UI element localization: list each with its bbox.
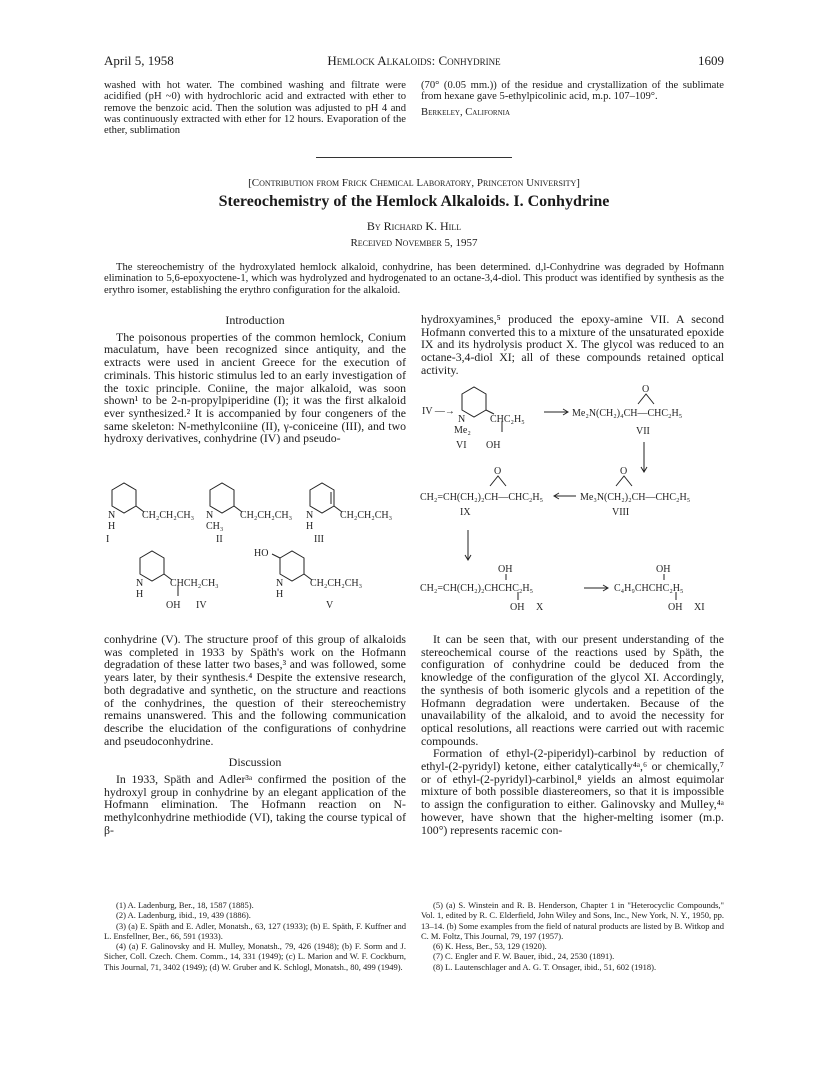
- footnote: (5) (a) S. Winstein and R. B. Henderson, Chapter 1 in "Heterocyclic Compounds," Vol. 1, edited by R. C. Elderfield, John Wiley and Sons, Inc., New York, N. Y., 1950, pp. 13–14. (b) Some examples from the field of natural products are listed by B. Witkop and C. M. Foltz, This Journal, 79, 197 (1957).: [421, 900, 724, 941]
- header-page-number: 1609: [698, 53, 724, 68]
- struct-iv-n: N: [136, 578, 144, 589]
- footnote: (3) (a) E. Späth and E. Adler, Monatsh., 63, 127 (1933); (b) E. Späth, F. Kuffner and L. Ensfellner, Ber., 66, 591 (1933).: [104, 920, 406, 941]
- structures-i-to-v: [100, 478, 410, 628]
- struct-iii-chain: CH₂CH₂CH₃: [340, 510, 393, 521]
- struct-vi-me2: Me₂: [454, 425, 471, 436]
- right-paragraph-1: hydroxyamines,⁵ produced the epoxy-amine VII. A second Hofmann converted this to a mixture of the unsaturated epoxide IX and its hydrolysis product X. The glycol was reduced to an octane-3,4-diol XI; all of these compounds retained optical activity.: [421, 312, 724, 377]
- article-title: Stereochemistry of the Hemlock Alkaloids. I. Conhydrine: [218, 193, 610, 210]
- label-v: V: [326, 600, 334, 611]
- header-date: April 5, 1958: [104, 53, 174, 68]
- label-iii: III: [314, 534, 324, 545]
- footnote: (8) L. Lautenschlager and A. G. T. Onsager, ibid., 51, 602 (1918).: [433, 961, 657, 972]
- struct-ii-n: N: [206, 510, 214, 521]
- struct-iv-oh: OH: [166, 600, 181, 611]
- abstract: The stereochemistry of the hydroxylated hemlock alkaloid, conhydrine, has been determined. d,l-Conhydrine was degraded by Hofmann elimination to 5,6-epoxyoctene-1, which was hydrolyzed and hydrogenated to an octane-3,4-diol. This product was identified by synthesis as the erythro isomer, establishing the erythro configuration for the alkaloid.: [104, 262, 724, 296]
- right-column-lower: [421, 633, 724, 836]
- struct-i-h: H: [108, 521, 116, 532]
- author-line: By Richard K. Hill: [366, 219, 462, 233]
- label-viii: VIII: [612, 507, 630, 518]
- right-column-upper: [421, 313, 724, 377]
- label-vi: VI: [456, 440, 467, 451]
- top-right-paragraph: (70° (0.05 mm.)) of the residue and crystallization of the sublimate from hexane gave 5-ethylpicolinic acid, m.p. 107–109°.: [421, 80, 724, 103]
- struct-vi-chain: CHC₂H₅: [490, 414, 525, 425]
- struct-viii-o: O: [620, 466, 628, 477]
- label-vii: VII: [636, 426, 650, 437]
- right-paragraph-3: Formation of ethyl-(2-piperidyl)-carbinol by reduction of ethyl-(2-pyridyl) ketone, either catalytically⁴ᵃ,⁶ or chemically,⁷ or of ethyl-(2-pyridyl)-carbinol,⁸ yields an almost equimolar mixture of both possible diastereomers, so that it is impossible to assign the configuration to either. Galinovsky and Mulley,⁴ᵃ however, have shown that the higher-melting isomer (m.p. 100°) represents racemic con-: [421, 746, 724, 837]
- struct-iv-h: H: [136, 589, 144, 600]
- running-header: [104, 53, 724, 69]
- struct-v-chain: CH₂CH₂CH₃: [310, 578, 363, 589]
- struct-ii-ch3: CH₃: [206, 521, 224, 532]
- struct-x-oh-top: OH: [498, 564, 513, 575]
- contribution-line: [Contribution from Frick Chemical Laboratory, Princeton University]: [248, 177, 580, 189]
- struct-v-n: N: [276, 578, 284, 589]
- struct-i-n: N: [108, 510, 116, 521]
- label-ix: IX: [460, 507, 471, 518]
- struct-viii: Me₃N(CH₂)₂CH—CHC₂H₅: [580, 492, 691, 503]
- footnote: (2) A. Ladenburg, ibid., 19, 439 (1886).: [116, 910, 251, 921]
- discussion-heading: Discussion: [228, 755, 282, 770]
- label-x: X: [536, 602, 544, 613]
- footnote: (6) K. Hess, Ber., 53, 129 (1920).: [433, 941, 547, 952]
- struct-i-chain: CH₂CH₂CH₃: [142, 510, 195, 521]
- right-paragraph-2: It can be seen that, with our present understanding of the stereochemical course of the reactions used by Späth, the configuration of conhydrine could be deduced from the knowledge of the configuration of the glycol XI. Accordingly, the synthesis of both isomeric glycols and a repetition of the Hofmann degradation were undertaken. Because of the unavailability of the alkaloid, and to avoid the necessity for optical resolutions, all reactions were carried out with racemic compounds.: [421, 632, 724, 748]
- struct-vii-o: O: [642, 384, 650, 395]
- top-right-block: [421, 80, 724, 118]
- introduction-heading: Introduction: [225, 313, 285, 327]
- scheme-iv-arrow: IV —→: [422, 406, 455, 417]
- reaction-scheme: [418, 378, 726, 628]
- struct-iii-n: N: [306, 510, 314, 521]
- header-title: Hemlock Alkaloids: Conhydrine: [327, 53, 501, 68]
- struct-xi: C₄H₉CHCHC₂H₅: [614, 583, 684, 594]
- label-i: I: [106, 534, 110, 545]
- introduction-paragraph-1: The poisonous properties of the common hemlock, Conium maculatum, have been recognized since antiquity, and the extracts were used in ancient Greece for the execution of criminals. This historic stimulus led to an early investigation of the toxic principle. Coniine, the major alkaloid, was soon shown¹ to be 2-n-propylpiperidine (I); it was the first alkaloid ever synthesized.² It is accompanied by four congeners of the same skeleton: N-methylconiine (II), γ-coniceine (III), and two hydroxy derivatives, conhydrine (IV) and pseudo-: [104, 329, 406, 446]
- label-iv: IV: [196, 600, 207, 611]
- struct-ii-chain: CH₂CH₂CH₃: [240, 510, 293, 521]
- struct-xi-oh-top: OH: [656, 564, 671, 575]
- struct-iii-h: H: [306, 521, 314, 532]
- left-column-lower: [104, 633, 406, 837]
- struct-v-ho: HO: [254, 548, 269, 559]
- left-column-upper: [104, 310, 406, 445]
- struct-ix: CH₂=CH(CH₂)₂CH—CHC₂H₅: [420, 492, 544, 503]
- footnotes-left: [104, 900, 406, 972]
- footnote: (1) A. Ladenburg, Ber., 18, 1587 (1885).: [116, 900, 254, 910]
- struct-vi-n: N: [458, 414, 466, 425]
- received-line: Received November 5, 1957: [350, 237, 478, 249]
- struct-vii: Me₂N(CH₂)₄CH—CHC₂H₅: [572, 408, 683, 419]
- struct-vi-oh: OH: [486, 440, 501, 451]
- footnote: (4) (a) F. Galinovsky and H. Mulley, Monatsh., 79, 426 (1948); (b) F. Sorm and J. Sicher, Coll. Czech. Chem. Comm., 14, 331 (1949); (c) L. Marion and W. F. Cockburn, This Journal, 71, 3402 (1949); (d) W. Gruber and K. Schlogl, Monatsh., 80, 499 (1949).: [104, 941, 406, 972]
- top-left-paragraph: washed with hot water. The combined washing and filtrate were acidified (pH ~0) with hydrochloric acid and extracted with ether to remove the benzoic acid. Then the solution was adjusted to pH 4 and was continuously extracted with ether for 12 hours. Evaporation of the ether, sublimation: [104, 80, 406, 137]
- struct-iv-chain: CHCH₂CH₃: [170, 578, 219, 589]
- struct-xi-oh-bottom: OH: [668, 602, 683, 613]
- discussion-paragraph-1: In 1933, Späth and Adler³ᵃ confirmed the position of the hydroxyl group in conhydrine by an elegant application of the Hofmann elimination. The Hofmann reaction on N-methylconhydrine methiodide (VI), taking the course typical of β-: [104, 772, 406, 837]
- introduction-paragraph-2: conhydrine (V). The structure proof of this group of alkaloids was completed in 1933 by Späth's work on the Hofmann degradation of these latter two bases,³ and was followed, some years later, by their synthesis.⁴ Despite the extensive research, both degradative and synthetic, on the structure and reactions of the conhydrines, the question of their stereochemistry remains unanswered. This and the following communication describe the elucidation of the configurations of conhydrine and pseudoconhydrine.: [104, 632, 406, 748]
- struct-ix-o: O: [494, 466, 502, 477]
- label-ii: II: [216, 534, 223, 545]
- struct-x-oh-bottom: OH: [510, 602, 525, 613]
- separator-rule: [316, 157, 512, 158]
- struct-v-h: H: [276, 589, 284, 600]
- footnotes-right: [421, 900, 724, 972]
- struct-x: CH₂=CH(CH₂)₂CHCHC₂H₅: [420, 583, 534, 594]
- footnote: (7) C. Engler and F. W. Bauer, ibid., 24, 2530 (1891).: [433, 951, 615, 962]
- affiliation-berkeley: Berkeley, California: [421, 106, 511, 118]
- label-xi: XI: [694, 602, 705, 613]
